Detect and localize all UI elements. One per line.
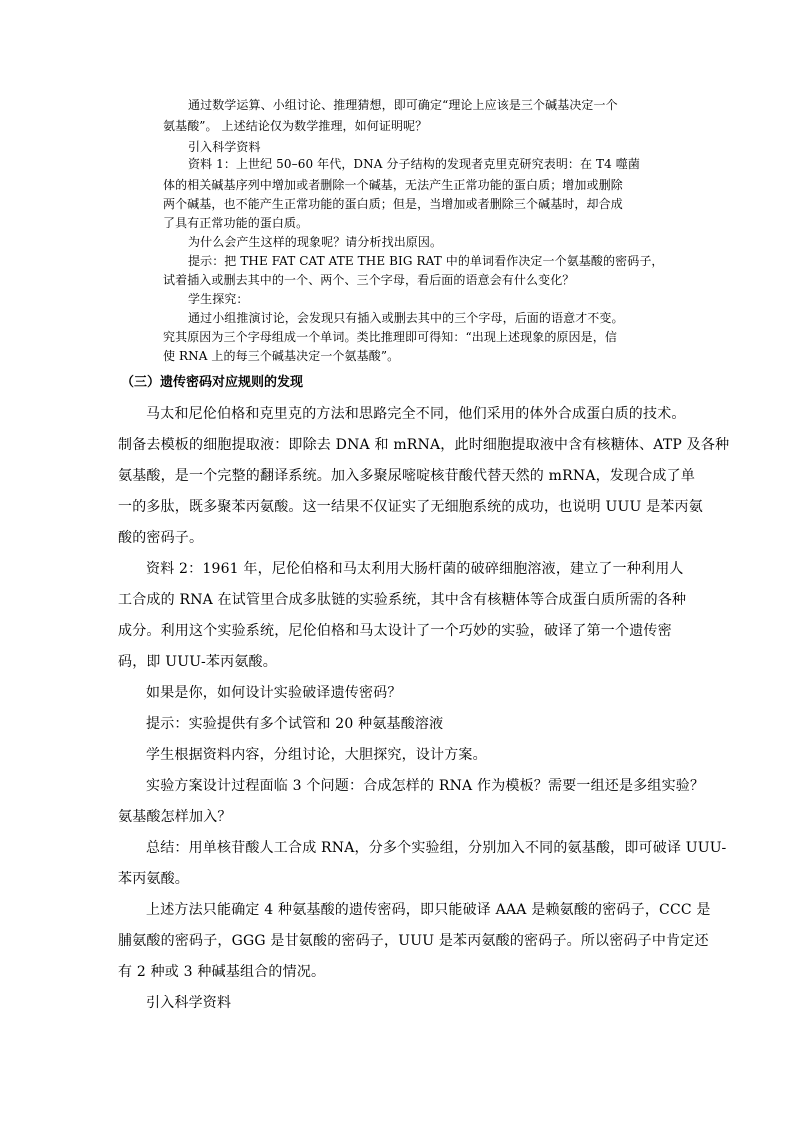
paragraph-line: 为什么会产生这样的现象呢？请分析找出原因。: [188, 235, 443, 249]
paragraph-line: 氨基酸怎样加入？: [118, 809, 232, 825]
paragraph-line: 有 2 种或 3 种碱基组合的情况。: [118, 964, 326, 980]
paragraph-line: 酸的密码子。: [118, 530, 204, 546]
paragraph-line: 工合成的 RNA 在试管里合成多肽链的实验系统，其中含有核糖体等合成蛋白质所需的各种: [118, 592, 687, 608]
paragraph-line: 制备去模板的细胞提取液：即除去 DNA 和 mRNA，此时细胞提取液中含有核糖体、ATP 及各种: [118, 437, 730, 453]
paragraph-line: 究其原因为三个字母组成一个单词。类比推理即可得知：“出现上述现象的原因是，信: [163, 330, 617, 344]
paragraph-line: 提示：实验提供有多个试管和 20 种氨基酸溶液: [146, 716, 444, 732]
paragraph-line: 提示：把 THE FAT CAT ATE THE BIG RAT 中的单词看作决定一个氨基酸的密码子，: [188, 254, 664, 268]
paragraph-line: 使 RNA 上的每三个碱基决定一个氨基酸”。: [163, 349, 400, 363]
paragraph-line: 引入科学资料: [188, 140, 261, 154]
paragraph-line: 上述方法只能确定 4 种氨基酸的遗传密码，即只能破译 AAA 是赖氨酸的密码子，CCC 是: [146, 902, 711, 918]
paragraph-line: 两个碱基，也不能产生正常功能的蛋白质；但是，当增加或者删除三个碱基时，却合成: [163, 197, 623, 211]
paragraph-line: 苯丙氨酸。: [118, 871, 189, 887]
paragraph-line: 学生探究：: [188, 292, 249, 306]
paragraph-line: 码，即 UUU-苯丙氨酸。: [118, 654, 277, 670]
paragraph-line: 学生根据资料内容，分组讨论，大胆探究，设计方案。: [146, 747, 487, 763]
paragraph-line: 脯氨酸的密码子，GGG 是甘氨酸的密码子，UUU 是苯丙氨酸的密码子。所以密码子中肯定还: [118, 933, 709, 949]
paragraph-line: 体的相关碱基序列中增加或者删除一个碱基，无法产生正常功能的蛋白质；增加或删除: [163, 178, 623, 192]
paragraph-line: 试着插入或删去其中的一个、两个、三个字母，看后面的语意会有什么变化？: [163, 273, 575, 287]
paragraph-line: 引入科学资料: [146, 995, 232, 1011]
paragraph-line: 资料 2：1961 年，尼伦伯格和马太利用大肠杆菌的破碎细胞溶液，建立了一种利用人: [146, 561, 684, 577]
paragraph-line: 总结：用单核苷酸人工合成 RNA，分多个实验组，分别加入不同的氨基酸，即可破译 UUU-: [146, 840, 727, 856]
section-heading: （三）遗传密码对应规则的发现: [121, 375, 304, 390]
paragraph-line: 氨基酸，是一个完整的翻译系统。加入多聚尿嘧啶核苷酸代替天然的 mRNA，发现合成了单: [118, 468, 696, 484]
paragraph-line: 了具有正常功能的蛋白质。: [163, 216, 309, 230]
paragraph-line: 一的多肽，既多聚苯丙氨酸。这一结果不仅证实了无细胞系统的成功，也说明 UUU 是苯丙氨: [118, 499, 703, 515]
paragraph-line: 成分。利用这个实验系统，尼伦伯格和马太设计了一个巧妙的实验，破译了第一个遗传密: [118, 623, 672, 639]
paragraph-line: 资料 1：上世纪 50–60 年代，DNA 分子结构的发现者克里克研究表明：在 T4 噬菌: [188, 157, 640, 171]
paragraph-line: 通过小组推演讨论，会发现只有插入或删去其中的三个字母，后面的语意才不变。: [188, 311, 624, 325]
paragraph-line: 实验方案设计过程面临 3 个问题：合成怎样的 RNA 作为模板？需要一组还是多组实验？: [146, 778, 705, 794]
paragraph-line: 氨基酸”。 上述结论仅为数学推理，如何证明呢？: [163, 119, 428, 133]
paragraph-line: 通过数学运算、小组讨论、推理猜想，即可确定“理论上应该是三个碱基决定一个: [188, 98, 618, 112]
paragraph-line: 如果是你，如何设计实验破译遗传密码？: [146, 685, 402, 701]
paragraph-line: 马太和尼伦伯格和克里克的方法和思路完全不同，他们采用的体外合成蛋白质的技术。: [146, 406, 686, 422]
